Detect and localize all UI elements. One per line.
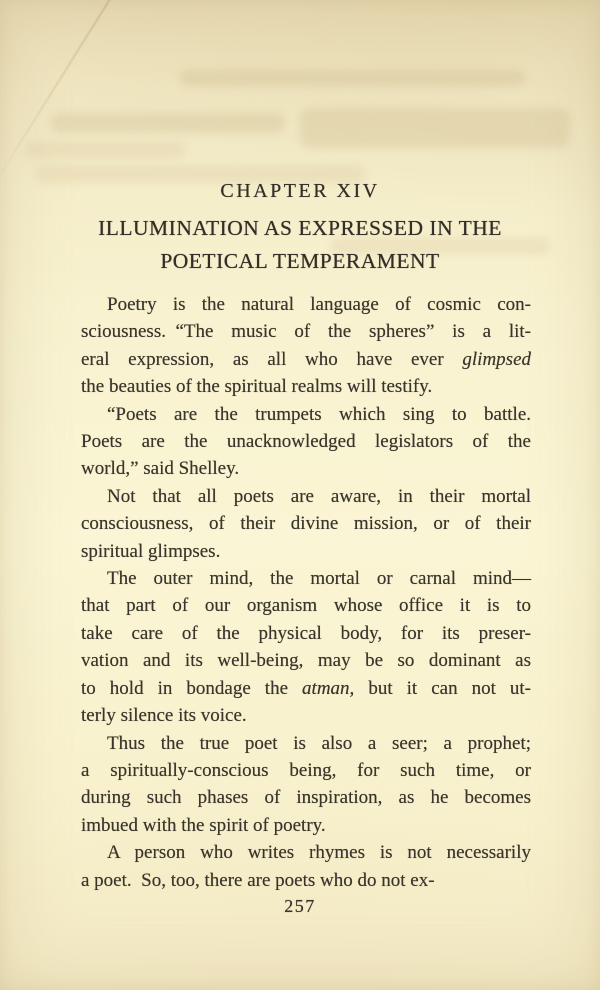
- show-through-smudge: [300, 108, 570, 148]
- text-line: terly silence its voice.: [81, 705, 247, 727]
- page-body: [81, 291, 531, 894]
- text-line: that part of our organism whose office it is to: [81, 595, 531, 617]
- show-through-smudge: [25, 142, 185, 158]
- text-line: a poet. So, too, there are poets who do not ex-: [81, 869, 435, 891]
- show-through-smudge: [50, 113, 285, 133]
- chapter-title: [60, 212, 540, 278]
- text-line: imbued with the spirit of poetry.: [81, 814, 326, 836]
- paragraph: [81, 839, 531, 894]
- paragraph: [81, 401, 531, 483]
- text-line: Poets are the unacknowledged legislators of the: [81, 431, 531, 453]
- text-line: a spiritually-conscious being, for such time, or: [81, 759, 531, 781]
- show-through-smudge: [180, 70, 525, 86]
- text-line: to hold in bondage the atman, but it can not ut-: [81, 677, 532, 699]
- text-line: world,” said Shelley.: [81, 458, 240, 480]
- chapter-title-line-2: POETICAL TEMPERAMENT: [160, 249, 440, 273]
- chapter-title-line-1: ILLUMINATION AS EXPRESSED IN THE: [98, 216, 502, 240]
- text-line: eral expression, as all who have ever glimpsed: [81, 348, 531, 370]
- text-line: vation and its well-being, may be so dominant as: [81, 650, 531, 672]
- paragraph: [81, 483, 531, 565]
- text-line: Poetry is the natural language of cosmic con-: [107, 294, 531, 315]
- paper-crease: [0, 0, 114, 190]
- text-line: consciousness, of their divine mission, or of their: [81, 513, 531, 535]
- text-line: “Poets are the trumpets which sing to battle.: [107, 403, 531, 425]
- chapter-heading-block: [60, 180, 540, 278]
- text-line: The outer mind, the mortal or carnal mind—: [107, 568, 531, 590]
- chapter-number: CHAPTER XIV: [220, 180, 380, 202]
- text-line: sciousness. “The music of the spheres” is a lit-: [81, 321, 531, 343]
- page-number: 257: [284, 896, 316, 916]
- text-line: A person who writes rhymes is not necessarily: [107, 842, 531, 864]
- text-line: during such phases of inspiration, as he becomes: [81, 787, 531, 809]
- paragraph: [81, 565, 531, 729]
- text-line: spiritual glimpses.: [81, 540, 221, 562]
- text-line: the beauties of the spiritual realms will testify.: [81, 376, 433, 398]
- text-line: Thus the true poet is also a seer; a prophet;: [107, 732, 531, 754]
- text-line: take care of the physical body, for its preser-: [81, 622, 531, 644]
- text-line: Not that all poets are aware, in their mortal: [107, 485, 531, 507]
- paragraph: [81, 291, 531, 401]
- paragraph: [81, 730, 531, 840]
